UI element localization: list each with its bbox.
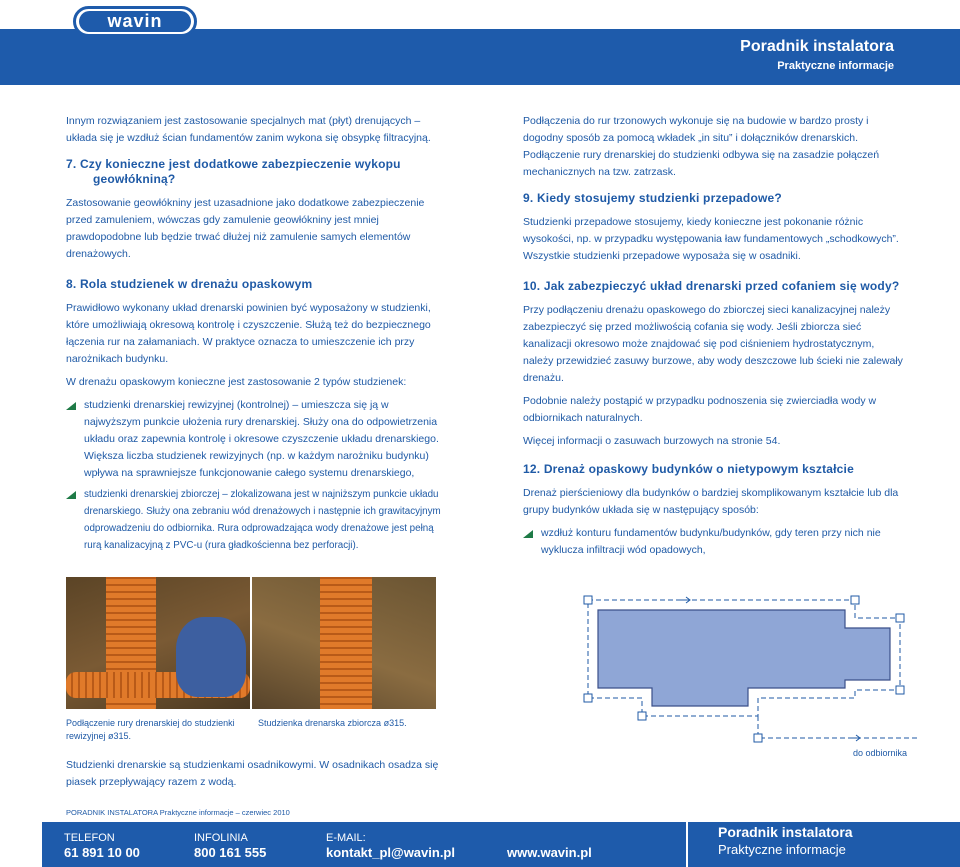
section-12-list xyxy=(523,525,903,559)
phone-number[interactable]: 61 891 10 00 xyxy=(64,845,140,860)
list-item: wzdłuż konturu fundamentów budynku/budynków, gdy teren przy nich nie wyklucza infiltracji wód opadowych, xyxy=(523,525,903,559)
infoline-label: INFOLINIA xyxy=(194,832,248,844)
section-8-title: 8. Rola studzienek w drenażu opaskowym xyxy=(66,277,313,291)
studzienki-list xyxy=(66,397,446,554)
section-10-title: 10. Jak zabezpieczyć układ drenarski przed cofaniem się wody? xyxy=(523,279,900,293)
photos xyxy=(66,577,436,709)
header-subtitle: Praktyczne informacje xyxy=(777,60,894,72)
photo-rewizyjna xyxy=(66,577,250,709)
right-intro-2: Podłączenie rury drenarskiej do studzienki odbywa się na zasadzie połączeń mechanicznych na tzw. zatrzask. xyxy=(523,149,880,178)
left-column xyxy=(66,113,446,560)
manhole-icon xyxy=(896,686,904,694)
bullet-icon xyxy=(523,530,533,538)
intro-paragraph: Innym rozwiązaniem jest zastosowanie specjalnych mat (płyt) drenujących – układa się je wzdłuż ścian fundamentów zanim wykona się obsypkę filtracyjną. xyxy=(66,115,431,144)
right-column xyxy=(523,113,903,565)
manhole-icon xyxy=(638,712,646,720)
list-item: studzienki drenarskiej rewizyjnej (kontrolnej) – umieszcza się ją w najwyższym punkcie ułożenia rury drenarskiej. Służy ona do odpowietrzenia układu oraz zapewnia kontrolę i okresowe czyszczenie układu drenarskiego. Większa liczba studzienek rewizyjnych (np. w każdym narożniku budynku) wpływa na sprawniejsze funkcjonowanie całego systemu drenarskiego, xyxy=(66,397,446,482)
section-8-text-2: W drenażu opaskowym konieczne jest zastosowanie 2 typów studzienek: xyxy=(66,376,407,388)
email-link[interactable]: kontakt_pl@wavin.pl xyxy=(326,845,455,860)
manhole-icon xyxy=(754,734,762,742)
footer-subtitle: Praktyczne informacje xyxy=(718,842,846,857)
footer-bar xyxy=(42,822,960,867)
logo-text: wavin xyxy=(79,11,191,32)
caption-2: Studzienka drenarska zbiorcza ø315. xyxy=(258,718,407,728)
section-9-text: Studzienki przepadowe stosujemy, kiedy konieczne jest pokonanie różnic wysokości, np. w przypadku występowania ław fundamentowych „schodkowych”. Wszystkie studzienki przepadowe wyposaża się w osadniki. xyxy=(523,216,899,262)
manhole-icon xyxy=(896,614,904,622)
header-title: Poradnik instalatora xyxy=(740,38,894,55)
caption-1: Podłączenie rury drenarskiej do studzienki rewizyjnej ø315. xyxy=(66,718,235,741)
drainage-diagram xyxy=(520,588,960,758)
footer-title: Poradnik instalatora xyxy=(718,824,853,840)
note-paragraph: Studzienki drenarskie są studzienkami osadnikowymi. W osadnikach osadza się piasek przepływający razem z wodą. xyxy=(66,759,439,788)
footer-info: PORADNIK INSTALATORA Praktyczne informacje – czerwiec 2010 xyxy=(66,808,290,817)
bullet-icon xyxy=(66,402,76,410)
manhole-icon xyxy=(851,596,859,604)
infoline-number[interactable]: 800 161 555 xyxy=(194,845,267,860)
section-12-text: Drenaż pierścieniowy dla budynków o bardziej skomplikowanym kształcie lub dla grupy budynków układa się w następujący sposób: xyxy=(523,487,899,516)
section-8-text-1: Prawidłowo wykonany układ drenarski powinien być wyposażony w studzienki, które umożliwiają okresową kontrolę i czyszczenie. Służą też do bezpiecznego łączenia rur na załamaniach. W praktyce oznacza to umieszczenie ich przy narożnikach budynku. xyxy=(66,302,431,365)
pipe-vertical xyxy=(320,577,372,709)
section-7-text: Zastosowanie geowłókniny jest uzasadnione jako dodatkowe zabezpieczenie przed zamuleniem, wówczas gdy zamulenie geowłókniny jest mniej prawdopodobne lub będzie trwać dłużej niż zamulenie samych elementów drenażowych. xyxy=(66,197,425,260)
wavin-logo[interactable] xyxy=(73,6,197,37)
photo-zbiorcza xyxy=(252,577,436,709)
section-9-title: 9. Kiedy stosujemy studzienki przepadowe? xyxy=(523,191,782,205)
bullet-icon xyxy=(66,491,76,499)
email-label: E-MAIL: xyxy=(326,832,366,844)
footer-divider xyxy=(686,822,688,867)
diagram-outlet-label: do odbiornika xyxy=(853,748,908,758)
manhole-icon xyxy=(584,694,592,702)
section-10-text-1: Przy podłączeniu drenażu opaskowego do zbiorczej sieci kanalizacyjnej należy zabezpieczyć się przed możliwością cofania się wody. Jeśli zbiorcza sieć kanalizacji okresowo może znajdować się pod ciśnieniem hydrostatycznym, należy przewidzieć zasuwy burzowe, aby wody deszczowe lub ścieki nie zalewały drenażu. xyxy=(523,304,903,384)
website-link[interactable]: www.wavin.pl xyxy=(507,845,592,860)
right-intro-1: Podłączenia do rur trzonowych wykonuje się na budowie w bardzo prosty i dogodny sposób za pomocą wkładek „in situ” i dołączników drenarskich. xyxy=(523,115,869,144)
section-10-text-2: Podobnie należy postąpić w przypadku podnoszenia się zwierciadła wody w odbiornikach naturalnych. xyxy=(523,395,877,424)
manhole-icon xyxy=(584,596,592,604)
worker-figure xyxy=(176,617,246,697)
phone-label: TELEFON xyxy=(64,832,115,844)
section-10-text-3: Więcej informacji o zasuwach burzowych na stronie 54. xyxy=(523,435,781,447)
section-12-title: 12. Drenaż opaskowy budynków o nietypowym kształcie xyxy=(523,462,854,476)
list-item: studzienki drenarskiej zbiorczej – zlokalizowana jest w najniższym punkcie układu drenarskiego. Służy ona zebraniu wód drenażowych i następnie ich grawitacyjnym odprowadzeniu do odbiornika. Rura odprowadzająca wody drenażowe jest pełną rurą kanalizacyjną z PVC-u (rura gładkościenna bez perforacji). xyxy=(66,486,446,554)
section-7-title: 7. Czy konieczne jest dodatkowe zabezpieczenie wykopu geowłókniną? xyxy=(66,157,401,186)
